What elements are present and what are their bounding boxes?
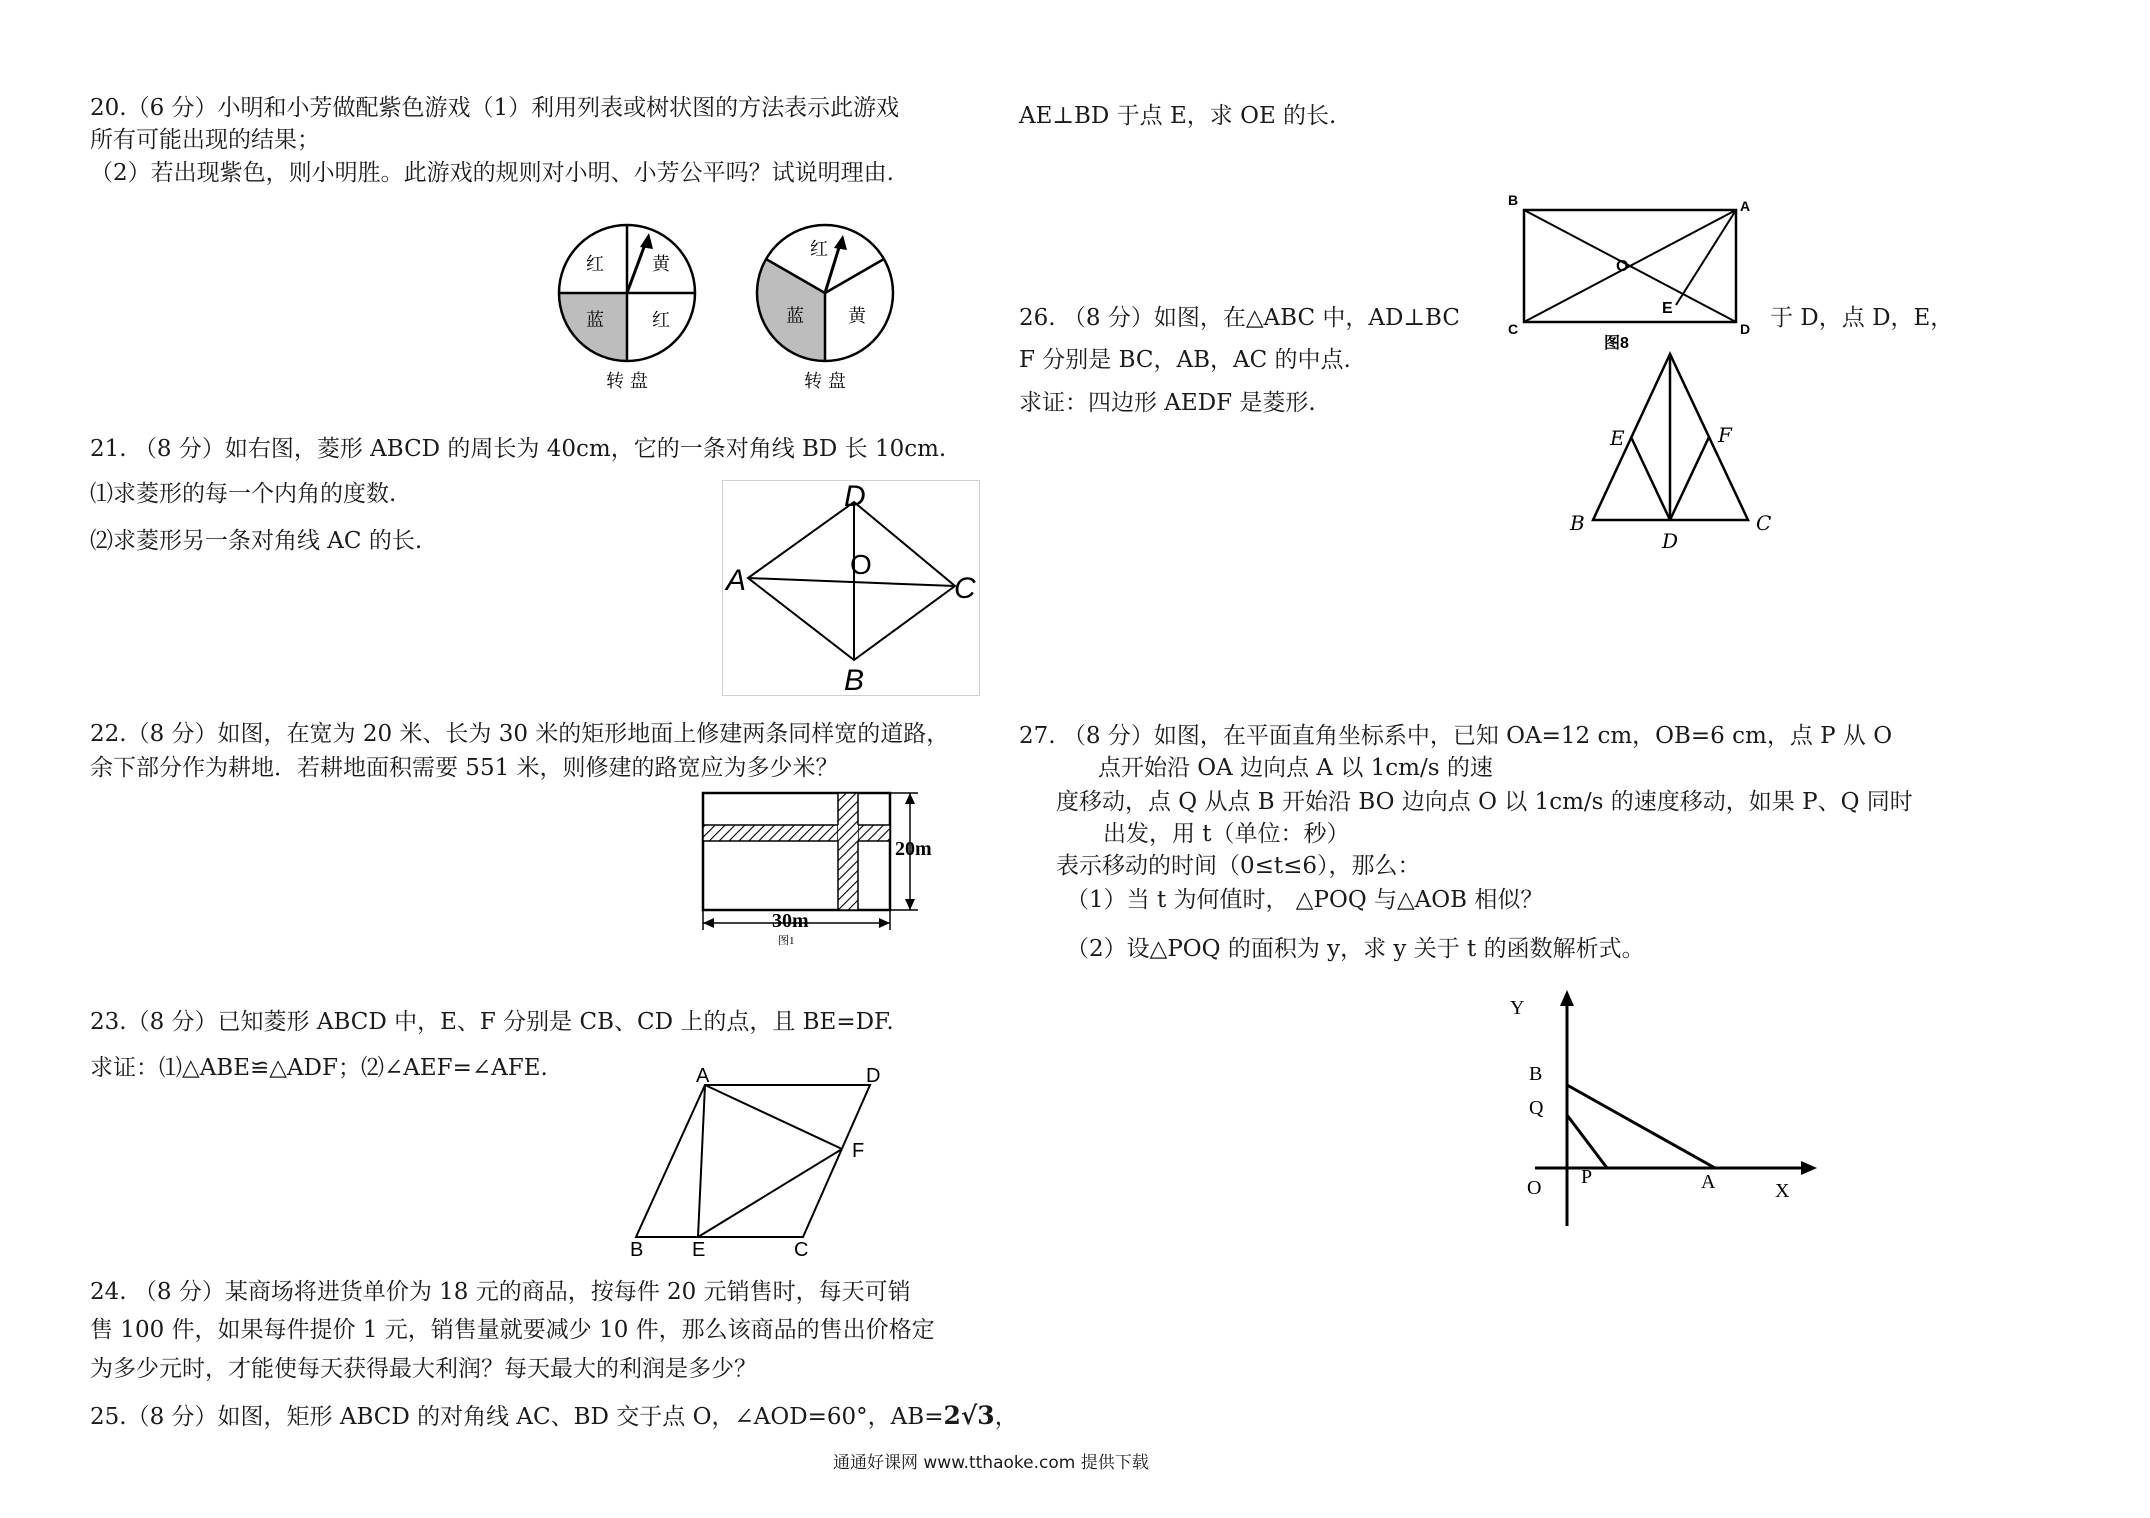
q23-line2: 求证：⑴△ABE≌△ADF；⑵∠AEF=∠AFE. xyxy=(90,1055,548,1081)
q21-line1: 21. （8 分）如右图，菱形 ABCD 的周长为 40cm，它的一条对角线 BD 长 10cm. xyxy=(90,436,947,462)
fig26-label-e: E xyxy=(1610,426,1625,450)
q26-line3: 求证：四边形 AEDF 是菱形. xyxy=(1019,390,1316,416)
fig21-label-d: D xyxy=(844,480,866,513)
fig22-length-label: 30m xyxy=(772,910,809,932)
spinner-1 xyxy=(555,225,705,390)
triangle-figure xyxy=(1560,350,1780,553)
q27-line6: （1）当 t 为何值时， △POQ 与△AOB 相似？ xyxy=(1066,887,1544,913)
field-figure xyxy=(700,790,945,950)
fig21-label-b: B xyxy=(844,664,865,697)
q22-line2: 余下部分作为耕地．若耕地面积需要 551 米，则修建的路宽应为多少米？ xyxy=(90,755,839,781)
fig27-label-x: X xyxy=(1775,1180,1790,1202)
spinner2-top-label: 红 xyxy=(810,239,828,260)
spinner1-br-label: 红 xyxy=(652,310,670,331)
q20-line1: 20.（6 分）小明和小芳做配紫色游戏（1）利用列表或树状图的方法表示此游戏 xyxy=(90,95,900,121)
q25-line1-text: 25.（8 分）如图，矩形 ABCD 的对角线 AC、BD 交于点 O，∠AOD=60°，AB= xyxy=(90,1404,944,1430)
rectangle-figure xyxy=(1506,192,1756,360)
q24-line2: 售 100 件，如果每件提价 1 元，销售量就要减少 10 件，那么该商品的售出价格定 xyxy=(90,1317,935,1343)
q23-line1: 23.（8 分）已知菱形 ABCD 中，E、F 分别是 CB、CD 上的点，且 BE=DF. xyxy=(90,1009,894,1035)
q24-line3: 为多少元时，才能使每天获得最大利润？每天最大的利润是多少？ xyxy=(90,1356,757,1382)
q27-line1: 27. （8 分）如图，在平面直角坐标系中，已知 OA=12 cm，OB=6 cm，点 P 从 O xyxy=(1019,723,1893,749)
fig25-label-c: C xyxy=(1508,321,1519,337)
fig27-label-o: O xyxy=(1527,1177,1542,1199)
spinner1-caption: 转 盘 xyxy=(606,371,648,392)
fig23-label-f: F xyxy=(852,1140,865,1162)
q20-line3: （2）若出现紫色，则小明胜。此游戏的规则对小明、小芳公平吗？试说明理由. xyxy=(90,160,894,186)
q25-line1 xyxy=(90,1400,1018,1433)
fig26-label-b: B xyxy=(1570,511,1585,535)
q26-line2: F 分别是 BC，AB，AC 的中点. xyxy=(1019,347,1351,373)
q27-line3: 度移动，点 Q 从点 B 开始沿 BO 边向点 O 以 1cm/s 的速度移动，如果 P、Q 同时 xyxy=(1056,789,1913,815)
parallelogram-figure xyxy=(620,1060,900,1261)
fig23-label-c: C xyxy=(794,1239,809,1261)
fig25-label-e: E xyxy=(1662,300,1673,317)
spinner1-tr-label: 黄 xyxy=(652,254,670,275)
q20-line2: 所有可能出现的结果； xyxy=(90,127,320,153)
fig25-label-a: A xyxy=(1740,198,1751,214)
q24-line1: 24. （8 分）某商场将进货单价为 18 元的商品，按每件 20 元销售时，每天可销 xyxy=(90,1279,911,1305)
q21-line2: ⑴求菱形的每一个内角的度数. xyxy=(90,481,397,507)
q25-line2: AE⊥BD 于点 E，求 OE 的长. xyxy=(1019,103,1337,129)
q26-line1-tail: 于 D，点 D，E， xyxy=(1770,305,1954,331)
coordinate-figure xyxy=(1505,990,1825,1230)
fig26-label-c: C xyxy=(1756,511,1772,535)
spinner1-tl-label: 红 xyxy=(586,254,604,275)
q25-comma: ， xyxy=(994,1404,1018,1430)
footer-source: 通通好课网 www.tthaoke.com 提供下载 xyxy=(833,1453,1149,1473)
spinner-2 xyxy=(757,225,907,390)
fig23-label-e: E xyxy=(692,1239,706,1261)
q27-line5: 表示移动的时间（0≤t≤6），那么： xyxy=(1056,853,1421,879)
q27-line7: （2）设△POQ 的面积为 y，求 y 关于 t 的函数解析式。 xyxy=(1066,936,1645,962)
fig25-caption: 图8 xyxy=(1604,335,1629,352)
fig23-label-a: A xyxy=(696,1065,710,1087)
rhombus-figure xyxy=(722,480,980,696)
fig26-label-d: D xyxy=(1662,529,1679,553)
fig27-label-q: Q xyxy=(1529,1097,1544,1119)
fig21-label-o: O xyxy=(850,549,872,580)
fig21-label-c: C xyxy=(954,572,976,605)
fig22-caption: 图1 xyxy=(778,935,795,947)
spinner2-right-label: 黄 xyxy=(848,306,866,327)
fig27-label-p: P xyxy=(1581,1166,1593,1188)
fig25-label-o: O xyxy=(1616,258,1629,275)
fig23-label-b: B xyxy=(630,1239,644,1261)
q27-line2: 点开始沿 OA 边向点 A 以 1cm/s 的速 xyxy=(1098,755,1493,781)
q27-line4: 出发，用 t（单位：秒） xyxy=(1103,821,1350,847)
spinner1-bl-label: 蓝 xyxy=(586,310,604,331)
fig26-label-f: F xyxy=(1718,423,1732,447)
fig27-label-a: A xyxy=(1701,1171,1716,1193)
fig23-label-d: D xyxy=(866,1065,881,1087)
fig27-label-b: B xyxy=(1529,1063,1543,1085)
q26-line1: 26. （8 分）如图，在△ABC 中，AD⊥BC xyxy=(1019,305,1460,331)
spinner2-left-label: 蓝 xyxy=(786,306,804,327)
fig25-label-b: B xyxy=(1508,192,1519,208)
q22-line1: 22.（8 分）如图，在宽为 20 米、长为 30 米的矩形地面上修建两条同样宽的道路， xyxy=(90,721,950,747)
spinner2-caption: 转 盘 xyxy=(804,371,846,392)
fig22-width-label: 20m xyxy=(895,838,932,860)
fig25-label-d: D xyxy=(1740,321,1751,337)
q25-ab-value: 2√3 xyxy=(943,1401,995,1430)
fig27-label-y: Y xyxy=(1510,997,1525,1019)
fig21-label-a: A xyxy=(726,564,747,597)
q21-line3: ⑵求菱形另一条对角线 AC 的长. xyxy=(90,528,423,554)
